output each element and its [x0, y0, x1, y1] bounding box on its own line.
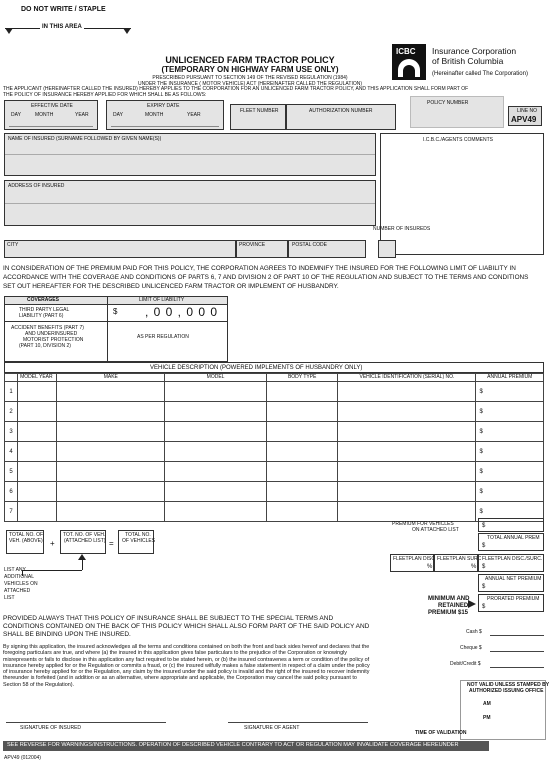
arrow-right-icon [468, 600, 476, 608]
tpl-limit-amount: , 0 0 , 0 0 0 [145, 305, 219, 319]
corp-name-1: Insurance Corporation [432, 46, 517, 56]
line-no-value: APV49 [511, 115, 537, 124]
total-vehicles-field[interactable]: TOTAL NO. OF VEHICLES [118, 530, 154, 554]
annual-net-premium-field[interactable]: ANNUAL NET PREMIUM $ [478, 574, 544, 592]
agent-signature-line[interactable] [228, 722, 368, 723]
vehicle-row[interactable]: 2 $ [5, 402, 544, 422]
cash-field[interactable] [490, 635, 544, 636]
provided-text-3: SHALL BE BINDING UPON THE INSURED. [3, 631, 131, 638]
number-of-insureds-field[interactable] [378, 240, 396, 258]
form-code: APV49 (012004) [4, 755, 41, 761]
vehicle-row[interactable]: 7 $ [5, 502, 544, 522]
fleet-number-field[interactable]: FLEET NUMBER [230, 104, 286, 130]
prorated-premium-field[interactable]: PRORATED PREMIUM $ [478, 594, 544, 612]
policy-number-field[interactable]: POLICY NUMBER [410, 96, 504, 128]
effective-date-field[interactable]: EFFECTIVE DATE DAY MONTH YEAR [4, 100, 98, 130]
prescribed-text-2: UNDER THE INSURANCE ( MOTOR VEHICLE) ACT (HEREINAFTER CALLED THE REGULATION) [137, 81, 362, 87]
vehicle-row[interactable]: 3 $ [5, 422, 544, 442]
validation-stamp-area[interactable]: NOT VALID UNLESS STAMPED BY AUTHORIZED ISSUING OFFICE AM PM TIME OF VALIDATION [460, 680, 546, 740]
form-title: UNLICENCED FARM TRACTOR POLICY [165, 55, 335, 65]
attached-list-premium-field[interactable]: $ [478, 518, 544, 532]
number-of-insureds-label: NUMBER OF INSUREDS [373, 226, 431, 232]
vehicle-section-header: VEHICLE DESCRIPTION (POWERED IMPLEMENTS OF HUSBANDRY ONLY) [4, 362, 544, 373]
coverages-table: COVERAGES LIMIT OF LIABILITY THIRD PARTY LEGAL LIABILITY (PART 6) $ , 0 0 , 0 0 0 ACCIDENT BENEFITS (PART 7) AND UNDERINSURED MOTORIST PROTECTION (PART 10, DIVISION 2) AS PER REGULATION [4, 296, 228, 362]
city-field[interactable]: CITY [4, 240, 236, 258]
agents-comments-box[interactable]: I.C.B.C./AGENTS COMMENTS [380, 133, 544, 255]
expiry-date-field[interactable]: EXPIRY DATE DAY MONTH YEAR [106, 100, 224, 130]
agent-signature-label: SIGNATURE OF AGENT [244, 725, 300, 731]
postal-code-field[interactable]: POSTAL CODE [288, 240, 366, 258]
consideration-text: IN CONSIDERATION OF THE PREMIUM PAID FOR THIS POLICY, THE CORPORATION AGREES TO INDEMNIFY THE INSURED FOR THE FOLLOWING LIMIT OF LIABILITY IN [3, 265, 516, 272]
authorization-number-field[interactable]: AUTHORIZATION NUMBER [286, 104, 396, 130]
consideration-text-2: ACCORDANCE WITH THE COVERAGE AND CONDITIONS OF PARTS 6, 7 AND DIVISION 2 OF PART 10 OF THE REGULATION AND SUBJECT TO THE TERMS AND CONDITIONS [3, 274, 529, 281]
in-this-area-label: IN THIS AREA [42, 24, 82, 30]
vehicle-table: MODEL YEAR MAKE MODEL BODY TYPE VEHICLE IDENTIFICATION (SERIAL) NO. ANNUAL PREMIUM 1 $ 2 $ 3 $ 4 $ 5 $ 6 $ 7 $ [4, 373, 544, 522]
warning-banner: SEE REVERSE FOR WARNINGS/INSTRUCTIONS. OPERATION OF DESCRIBED VEHICLE CONTRARY TO ACT OR REGULATION MAY INVALIDATE COVERAGE HEREUNDER [3, 741, 489, 751]
prescribed-text: PRESCRIBED PURSUANT TO SECTION 149 OF THE REVISED REGULATION (1984) [152, 75, 348, 81]
total-annual-premium-field[interactable]: TOTAL ANNUAL PREM $ [478, 533, 544, 551]
consideration-text-3: SET OUT HEREAFTER FOR THE DESCRIBED UNLICENCED FARM TRACTOR OR IMPLEMENT OF HUSBANDRY. [3, 283, 339, 290]
debit-credit-field[interactable] [490, 667, 544, 668]
vehicle-row[interactable]: 5 $ [5, 462, 544, 482]
signing-declaration: By signing this application, the insured acknowledges all the terms and conditions contained on both the front and back sides hereof and declares that the foregoing particulars are true, and where (a) the insured in this application gives false particulars to the prejudice of the Corporation or knowingly misrepresents or fails to disclose in this application any fact required to be stated herein, or (b) the insured contravenes a term or condition of the policy of insurance hereby applied for or the Regulation or commits a fraud, or (c) the insured wilfully makes a false statement in respect of a claim under the policy of insurance hereby applied for or the Regulation, any claim by the insured under the said policy is invalid and the right of the insured to recover indemnity thereunder is forfeited (and in addition or as an alternative, where appropriate and applicable, the Corporation may cancel the said policy pursuant to Section 58 of the Regulation). [3, 644, 370, 688]
provided-text: PROVIDED ALWAYS THAT THIS POLICY OF INSURANCE SHALL BE SUBJECT TO THE SPECIAL TERMS AND [3, 615, 334, 622]
vehicle-row[interactable]: 1 $ [5, 382, 544, 402]
total-vehicles-attached-field[interactable]: TOT. NO. OF VEH. (ATTACHED LIST) [60, 530, 106, 554]
icbc-logo-text: ICBC [396, 47, 416, 56]
icbc-logo [392, 44, 426, 80]
province-field[interactable]: PROVINCE [236, 240, 288, 258]
fleetplan-disc-surc-field[interactable]: FLEETPLAN DISC./SURC. $ [478, 554, 544, 572]
vehicle-row[interactable]: 6 $ [5, 482, 544, 502]
total-vehicles-above-field[interactable]: TOTAL NO. OF VEH. (ABOVE) [6, 530, 44, 554]
applicant-statement: THE APPLICANT (HEREINAFTER CALLED THE INSURED) HEREBY APPLIES TO THE CORPORATION FOR AN UNLICENCED FARM TRACTOR POLICY, AND THIS APPLICATION SHALL FORM PART OF [3, 86, 469, 92]
vehicle-row[interactable]: 4 $ [5, 442, 544, 462]
insured-signature-line[interactable] [6, 722, 166, 723]
fleetplan-surc-field[interactable]: FLEETPLAN SURC % [434, 554, 478, 572]
fleetplan-disc-field[interactable]: FLEETPLAN DISC % [390, 554, 434, 572]
corp-called: (Hereinafter called The Corporation) [432, 71, 528, 77]
do-not-write-notice: DO NOT WRITE / STAPLE [21, 6, 106, 13]
corp-name-2: of British Columbia [432, 56, 504, 66]
cheque-field[interactable] [490, 651, 544, 652]
applicant-statement-2: THE POLICY OF INSURANCE HEREBY APPLIED FOR WHICH SHALL BE AS FOLLOWS: [3, 92, 207, 98]
provided-text-2: CONDITIONS CONTAINED ON THE BACK OF THIS POLICY WHICH SHALL ALSO FORM PART OF THE SAID POLICY AND [3, 623, 370, 630]
insured-name-field[interactable]: NAME OF INSURED (SURNAME FOLLOWED BY GIVEN NAME(S)) [4, 133, 376, 176]
form-subtitle: (TEMPORARY ON HIGHWAY FARM USE ONLY) [161, 65, 339, 74]
insured-address-field[interactable]: ADDRESS OF INSURED [4, 180, 376, 226]
insured-signature-label: SIGNATURE OF INSURED [20, 725, 82, 731]
line-no-box: LINE NO APV49 [508, 106, 542, 126]
